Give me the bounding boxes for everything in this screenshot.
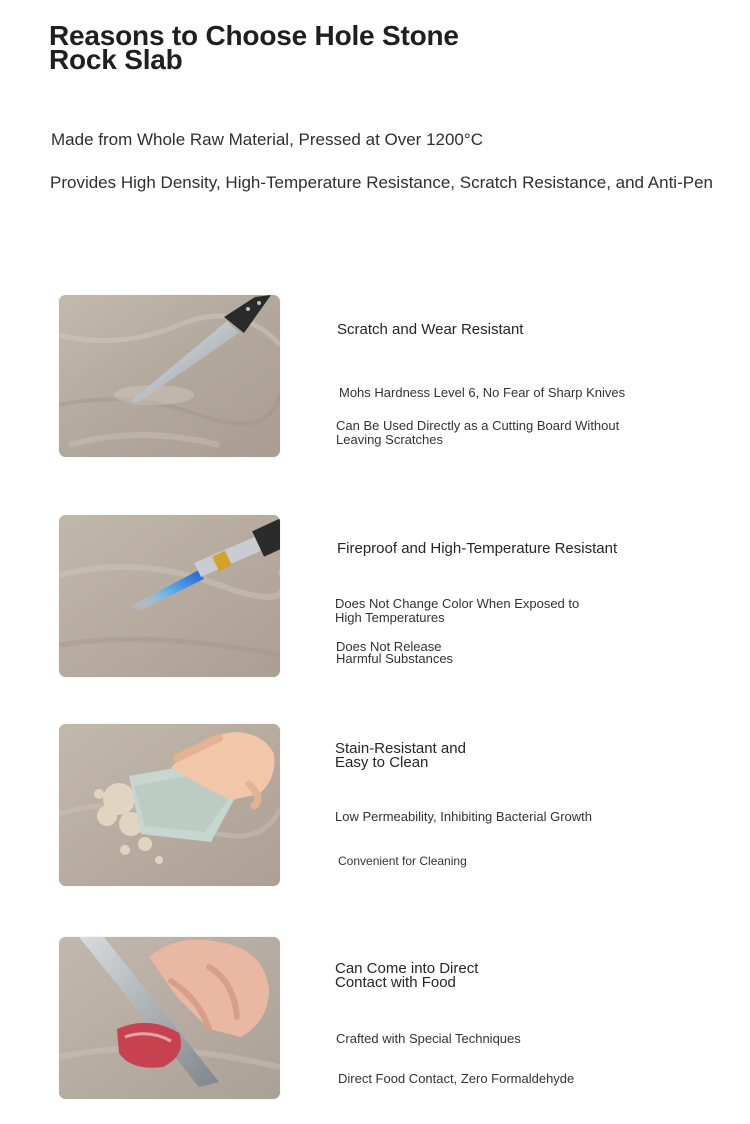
feature-title-stain: Stain-Resistant and Easy to Clean <box>335 740 466 771</box>
intro-text-1: Made from Whole Raw Material, Pressed at Over 1200°C <box>51 130 483 149</box>
feature-point-food-1: Crafted with Special Techniques <box>336 1031 521 1046</box>
feature-point-scratch-1: Mohs Hardness Level 6, No Fear of Sharp Knives <box>339 385 626 400</box>
feature-title-food-contact: Can Come into Direct Contact with Food <box>335 960 479 991</box>
feature-point-food-2: Direct Food Contact, Zero Formaldehyde <box>338 1071 575 1086</box>
page-title <box>49 20 509 75</box>
page-title-line-1: Reasons to Choose Hole Stone <box>49 20 459 51</box>
intro-text-2: Provides High Density, High-Temperature Resistance, Scratch Resistance, and Anti-Pen <box>50 173 713 192</box>
feature-point-stain-2: Convenient for Cleaning <box>338 854 467 868</box>
feature-title-fireproof: Fireproof and High-Temperature Resistant <box>337 540 618 557</box>
hand-wiping-stain-image <box>59 724 280 886</box>
feature-point-fireproof-2: Does Not Release Harmful Substances <box>336 639 454 666</box>
feature-title-scratch: Scratch and Wear Resistant <box>337 321 524 338</box>
page-title-line-2: Rock Slab <box>49 44 183 75</box>
torch-flame-image <box>59 515 280 677</box>
feature-point-scratch-2: Can Be Used Directly as a Cutting Board Without Leaving Scratches <box>336 418 620 447</box>
feature-point-fireproof-1: Does Not Change Color When Exposed to High Temperatures <box>335 596 580 625</box>
feature-point-stain-1: Low Permeability, Inhibiting Bacterial Growth <box>335 809 592 824</box>
knife-on-stone-image <box>59 295 280 457</box>
knife-cutting-meat-image <box>59 937 280 1099</box>
